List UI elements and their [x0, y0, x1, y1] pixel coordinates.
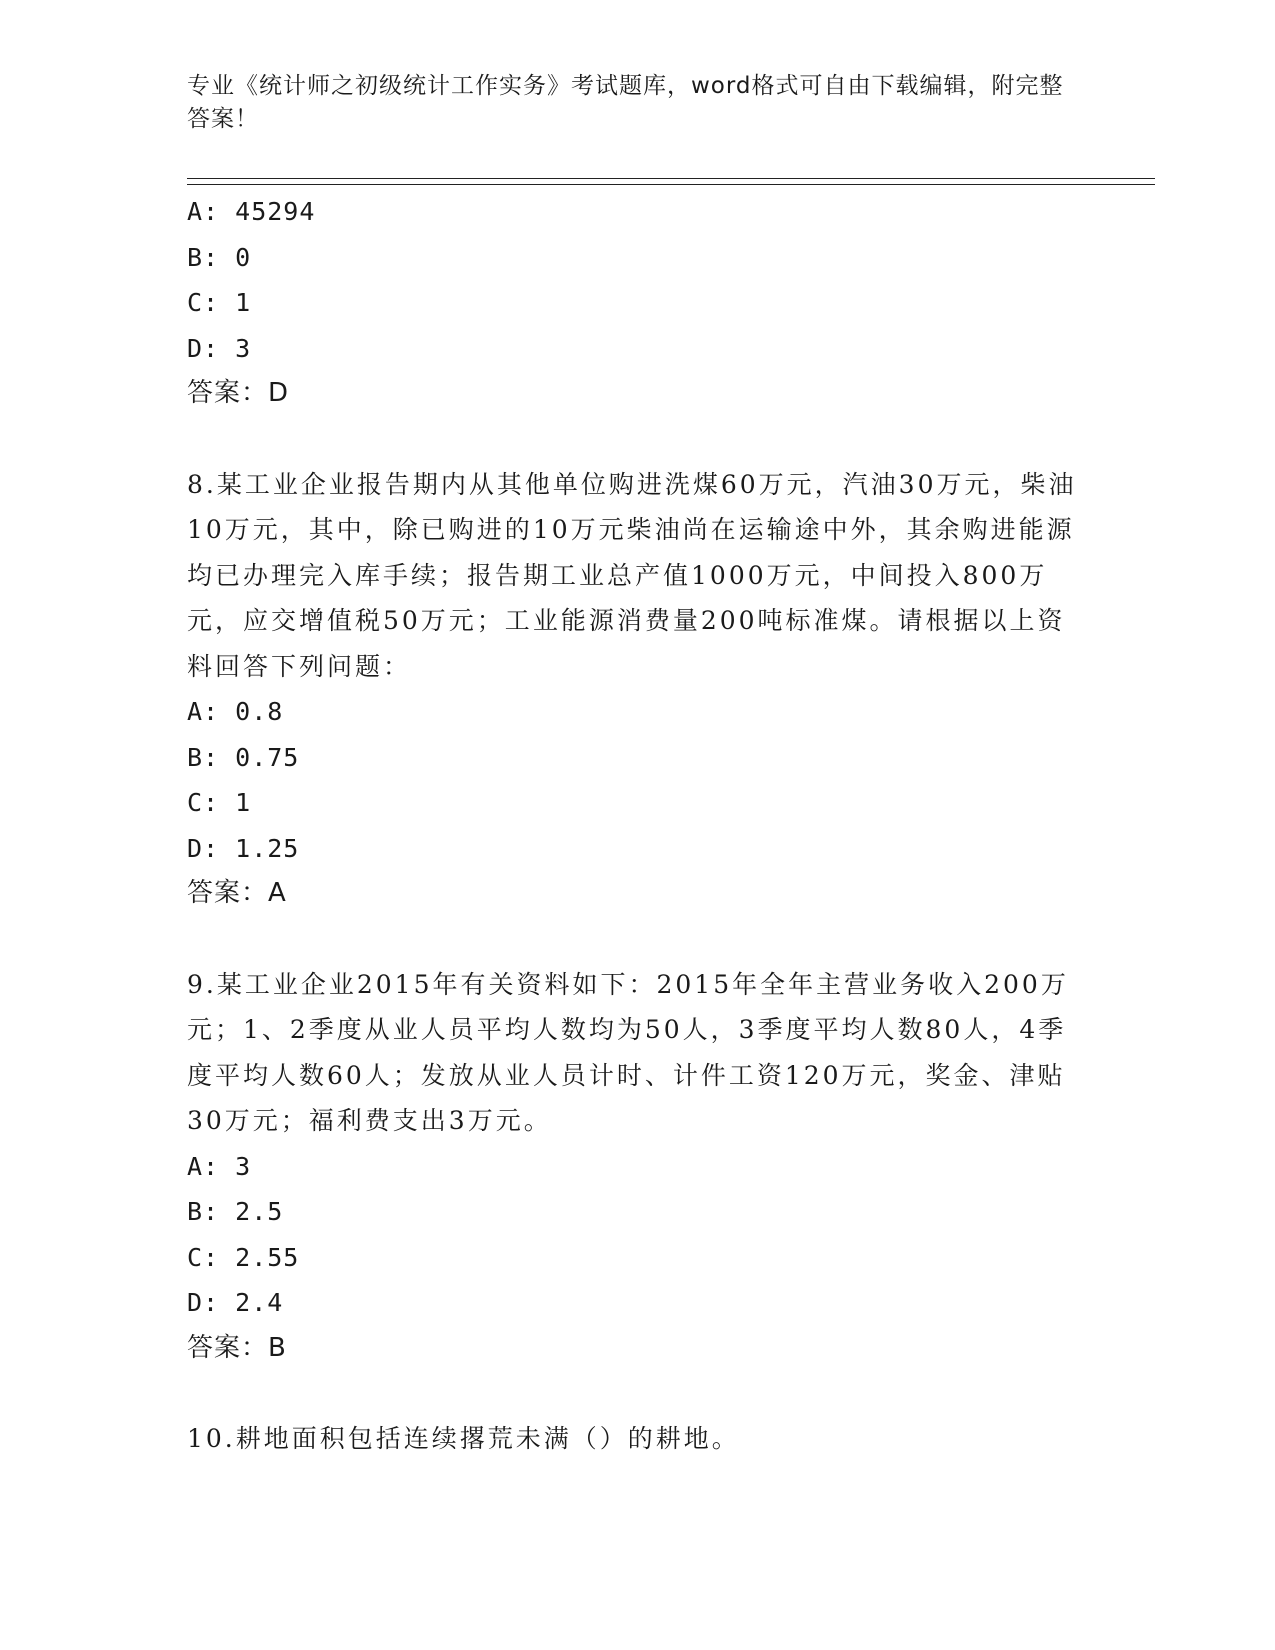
option-a: A: 3 [187, 1151, 252, 1181]
option-d: D: 1.25 [187, 833, 300, 863]
answer-line [187, 1326, 1087, 1372]
question-block-7 [187, 189, 1087, 417]
option-d: D: 3 [187, 333, 252, 363]
option-d: D: 2.4 [187, 1288, 284, 1317]
question-block-10 [187, 1416, 1087, 1462]
question-block-9 [187, 962, 1087, 1372]
answer-line [187, 371, 1087, 417]
option-c: C: 1 [187, 288, 252, 317]
answer-value: D [268, 378, 290, 408]
question-block-8 [187, 462, 1087, 917]
option-b: B: 0.75 [187, 742, 300, 772]
question-text: 9.某工业企业2015年有关资料如下：2015年全年主营业务收入200万元；1、2季度从业人员平均人数均为50人，3季度平均人数80人，4季度平均人数60人；发放从业人员计时、计件工资120万元，奖金、津贴30万元；福利费支出3万元。 [187, 969, 1069, 1135]
document-header: 专业《统计师之初级统计工作实务》考试题库，word格式可自由下载编辑，附完整答案！ [187, 73, 1064, 132]
answer-value: A [268, 878, 287, 908]
option-a: A: 0.8 [187, 697, 284, 726]
option-b: B: 0 [187, 242, 252, 272]
option-c: C: 2.55 [187, 1242, 300, 1272]
answer-value: B [268, 1332, 287, 1363]
header-divider-bottom [187, 184, 1155, 185]
option-c: C: 1 [187, 788, 252, 817]
question-text: 8.某工业企业报告期内从其他单位购进洗煤60万元，汽油30万元，柴油10万元，其中，除已购进的10万元柴油尚在运输途中外，其余购进能源均已办理完入库手续；报告期工业总产值1000万元，中间投入800万元，应交增值税50万元；工业能源消费量200吨标准煤。请根据以上资料回答下列问题： [187, 469, 1077, 681]
answer-label: 答案： [187, 1332, 269, 1363]
header-divider-top [187, 178, 1155, 179]
question-list [187, 189, 1087, 1462]
answer-label: 答案： [187, 378, 269, 408]
option-b: B: 2.5 [187, 1197, 284, 1226]
answer-line [187, 871, 1087, 917]
answer-label: 答案： [187, 878, 269, 908]
option-a: A: 45294 [187, 197, 316, 226]
question-text: 10.耕地面积包括连续撂荒未满（）的耕地。 [187, 1424, 740, 1453]
